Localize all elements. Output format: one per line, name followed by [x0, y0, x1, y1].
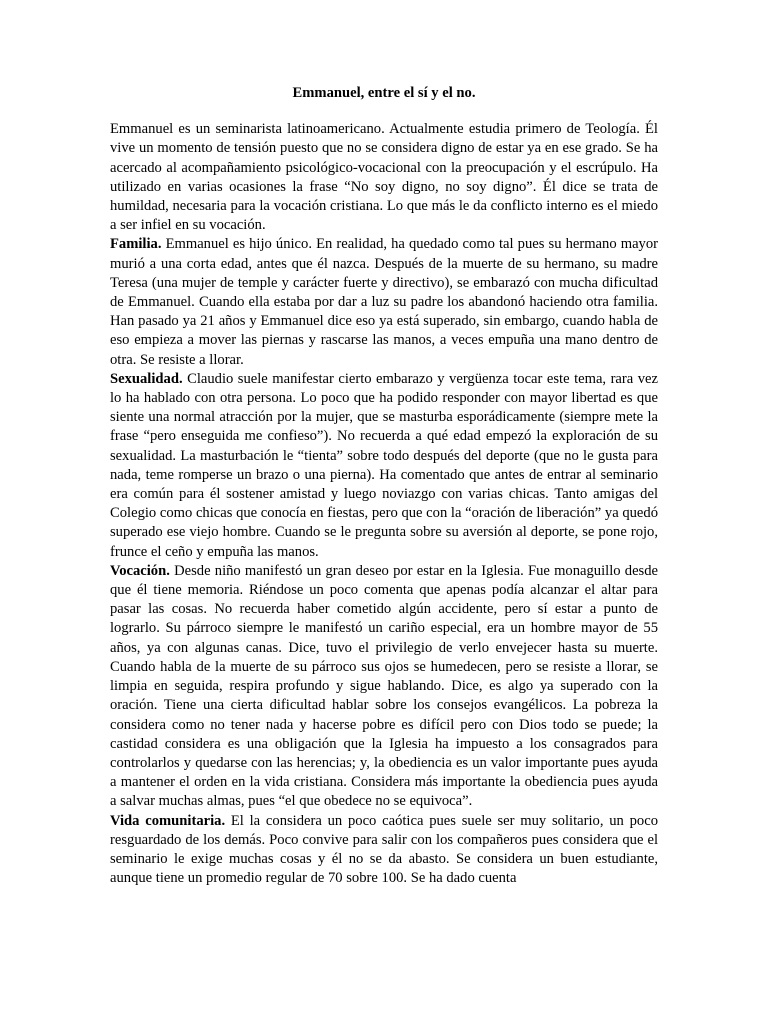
document-title: Emmanuel, entre el sí y el no. [292, 85, 476, 101]
section-vocacion [110, 562, 658, 812]
section-familia [110, 235, 658, 369]
section-text-sexualidad: Claudio suele manifestar cierto embarazo y vergüenza tocar este tema, rara vez lo ha hablado con otra persona. Lo poco que ha podido responder con mayor libertad es que siente una normal atracción por la mujer, que se masturba esporádicamente (siempre mete la frase “pero enseguida me confieso”). No recuerda a qué edad empezó la exploración de su sexualidad. La masturbación le “tienta” sobre todo después del deporte (que no le gusta para nada, teme romperse un brazo o una pierna). Ha comentado que antes de entrar al seminario era común para él sostener amistad y luego noviazgo con varias chicas. Tanto amigas del Colegio como chicas que conocía en fiestas, pero que con la “oración de liberación” ya quedó superado ese viejo hombre. Cuando se le pregunta sobre su aversión al deporte, se pone rojo, frunce el ceño y empuña las manos. [110, 370, 658, 560]
section-text-vida-comunitaria: El la considera un poco caótica pues suele ser muy solitario, un poco resguardado de los demás. Poco convive para salir con los compañeros pues considera que el seminario le exige muchas cosas y él no se da abasto. Se considera un buen estudiante, aunque tiene un promedio regular de 70 sobre 100. Se ha dado cuenta [110, 812, 658, 887]
section-heading-vocacion: Vocación. [110, 562, 170, 579]
section-text-vocacion: Desde niño manifestó un gran deseo por estar en la Iglesia. Fue monaguillo desde que él tiene memoria. Riéndose un poco comenta que apenas podía alcanzar el altar para pasar las cosas. No recuerda haber cometido algún accidente, pero sí estar a punto de lograrlo. Su párroco siempre le manifestó un cariño especial, era un hombre mayor de 55 años, ya con algunas canas. Dice, tuvo el privilegio de verlo envejecer hasta su muerte. Cuando habla de la muerte de su párroco sus ojos se humedecen, pero se resiste a llorar, se limpia en seguida, respira profundo y sigue hablando. Dice, es algo ya superado con la oración. Tiene una cierta dificultad hablar sobre los consejos evangélicos. La pobreza la considera como no tener nada y hacerse pobre es difícil pero con Dios todo se puede; la castidad considera es una obligación que la Iglesia ha impuesto a los consagrados para controlarlos y quedarse con las herencias; y, la obediencia es un valor importante pues ayuda a mantener el orden en la vida cristiana. Considera más importante la obediencia pues ayuda a salvar muchas almas, pues “el que obedece no se equivoca”. [110, 562, 658, 810]
section-sexualidad [110, 370, 658, 562]
section-heading-sexualidad: Sexualidad. [110, 370, 183, 387]
document-page [110, 84, 658, 888]
section-heading-vida-comunitaria: Vida comunitaria. [110, 812, 226, 829]
section-text-familia: Emmanuel es hijo único. En realidad, ha quedado como tal pues su hermano mayor murió a una corta edad, antes que él nazca. Después de la muerte de su hermano, su madre Teresa (una mujer de temple y carácter fuerte y directivo), se embarazó con mucha dificultad de Emmanuel. Cuando ella estaba por dar a luz su padre los abandonó haciendo otra familia. Han pasado ya 21 años y Emmanuel dice eso ya está superado, sin embargo, cuando habla de eso empieza a mover las piernas y rascarse las manos, a veces empuña una mano dentro de otra. Se resiste a llorar. [110, 236, 658, 368]
section-vida-comunitaria [110, 812, 658, 889]
section-heading-familia: Familia. [110, 236, 162, 253]
intro-paragraph: Emmanuel es un seminarista latinoamericano. Actualmente estudia primero de Teología. Él vive un momento de tensión puesto que no se considera digno de estar ya en ese grado. Se ha acercado al acompañamiento psicológico-vocacional con la preocupación y el escrúpulo. Ha utilizado en varias ocasiones la frase “No soy digno, no soy digno”. Él dice se trata de humildad, necesaria para la vocación cristiana. Lo que más le da conflicto interno es el miedo a ser infiel en su vocación. [110, 121, 658, 234]
